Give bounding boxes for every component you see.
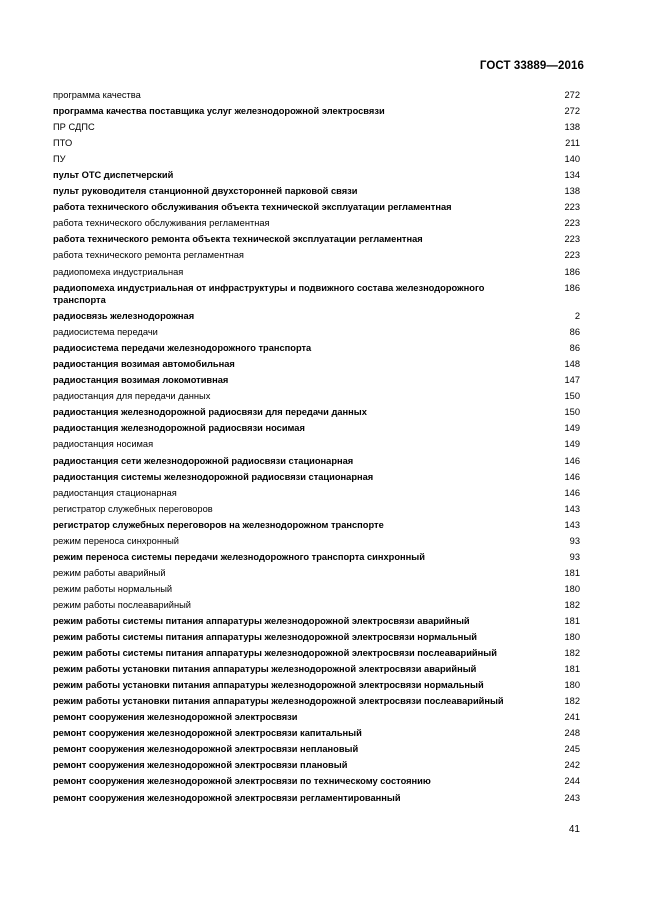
index-page-ref: 223	[564, 202, 580, 213]
index-page-ref: 244	[564, 776, 580, 787]
index-page-ref: 138	[564, 186, 580, 197]
index-entry	[53, 89, 580, 102]
index-page-ref: 93	[569, 535, 580, 546]
index-page-ref: 211	[565, 138, 580, 149]
index-term: режим переноса системы передачи железнодорожного транспорта синхронный	[53, 551, 425, 562]
index-term: работа технического обслуживания регламентная	[53, 218, 270, 229]
index-term: регистратор служебных переговоров	[53, 503, 213, 514]
index-term: радиосвязь железнодорожная	[53, 311, 195, 322]
index-page-ref: 146	[564, 471, 580, 482]
index-page-ref: 149	[564, 423, 580, 434]
index-entry	[53, 342, 580, 355]
index-page-ref: 182	[564, 599, 580, 610]
index-term: радиостанция сети железнодорожной радиосвязи стационарная	[53, 455, 354, 466]
index-page-ref: 223	[564, 234, 580, 245]
index-entry	[53, 567, 580, 580]
index-page-ref: 146	[564, 455, 580, 466]
index-term: режим переноса синхронный	[53, 535, 179, 546]
index-term: программа качества поставщика услуг железнодорожной электросвязи	[53, 106, 385, 117]
index-page-ref: 140	[564, 154, 580, 165]
index-page-ref: 243	[564, 792, 580, 803]
index-page-ref: 150	[564, 407, 580, 418]
index-entry	[53, 326, 580, 339]
index-entry	[53, 201, 580, 214]
index-term: режим работы системы питания аппаратуры железнодорожной электросвязи аварийный	[53, 616, 470, 626]
index-term: пульт ОТС диспетчерский	[53, 170, 174, 181]
index-entry	[53, 503, 580, 516]
index-term: радиостанция железнодорожной радиосвязи для передачи данных	[53, 407, 367, 418]
index-page-ref: 180	[564, 583, 580, 594]
index-term: ремонт сооружения железнодорожной электросвязи неплановый	[53, 744, 359, 755]
index-entry	[53, 647, 580, 660]
index-page-ref: 186	[564, 282, 580, 293]
index-page-ref: 180	[564, 680, 580, 691]
index-term: программа качества	[53, 90, 141, 100]
index-entry	[53, 121, 580, 134]
index-term: режим работы системы питания аппаратуры железнодорожной электросвязи послеаварийный	[53, 648, 497, 659]
index-page-ref: 272	[564, 90, 580, 100]
index-entry	[53, 775, 580, 788]
index-entry	[53, 390, 580, 403]
index-term: режим работы послеаварийный	[53, 599, 191, 610]
index-page-ref: 148	[564, 359, 580, 370]
index-term: ремонт сооружения железнодорожной электросвязи регламентированный	[53, 792, 401, 803]
index-entry	[53, 185, 580, 198]
alphabetical-index	[53, 89, 580, 808]
index-term: режим работы установки питания аппаратуры железнодорожной электросвязи нормальный	[53, 680, 484, 691]
index-entry	[53, 615, 580, 628]
index-page-ref: 150	[564, 391, 580, 402]
index-term: ПТО	[53, 138, 73, 149]
document-header: ГОСТ 33889—2016	[479, 60, 584, 72]
index-term: радиостанция носимая	[53, 439, 154, 450]
index-page-ref: 182	[564, 648, 580, 659]
index-page-ref: 242	[564, 760, 580, 771]
index-page-ref: 248	[564, 728, 580, 739]
index-term: режим работы системы питания аппаратуры железнодорожной электросвязи нормальный	[53, 632, 477, 643]
index-entry	[53, 153, 580, 166]
index-term: радиостанция возимая локомотивная	[53, 375, 229, 386]
index-entry	[53, 266, 580, 279]
index-entry	[53, 631, 580, 644]
index-term: работа технического ремонта регламентная	[53, 250, 244, 261]
index-entry	[53, 358, 580, 371]
index-entry	[53, 471, 580, 484]
index-term: ремонт сооружения железнодорожной электросвязи	[53, 712, 298, 723]
index-entry	[53, 743, 580, 756]
index-term: режим работы установки питания аппаратуры железнодорожной электросвязи аварийный	[53, 664, 477, 675]
index-page-ref: 149	[564, 439, 580, 450]
index-term: радиопомеха индустриальная	[53, 266, 184, 277]
index-entry	[53, 663, 580, 676]
index-entry	[53, 438, 580, 451]
index-entry	[53, 217, 580, 230]
index-entry	[53, 583, 580, 596]
index-entry	[53, 551, 580, 564]
page-number: 41	[568, 824, 580, 835]
index-entry	[53, 310, 580, 323]
index-entry	[53, 487, 580, 500]
index-term: ПР СДПС	[53, 122, 95, 133]
index-term: ремонт сооружения железнодорожной электросвязи по техническому состоянию	[53, 776, 431, 787]
index-term: ремонт сооружения железнодорожной электросвязи плановый	[53, 760, 348, 771]
index-entry	[53, 455, 580, 468]
index-term: пульт руководителя станционной двухсторонней парковой связи	[53, 186, 358, 197]
index-term: режим работы аварийный	[53, 567, 166, 578]
index-entry	[53, 233, 580, 246]
index-page-ref: 223	[564, 218, 580, 229]
index-entry	[53, 679, 580, 692]
index-entry	[53, 406, 580, 419]
index-page-ref: 181	[564, 567, 580, 578]
index-entry	[53, 422, 580, 435]
index-entry	[53, 169, 580, 182]
index-page-ref: 223	[564, 250, 580, 261]
index-page-ref: 134	[564, 170, 580, 181]
index-page-ref: 181	[564, 616, 580, 626]
index-term: режим работы установки питания аппаратуры железнодорожной электросвязи послеаварийный	[53, 696, 504, 707]
index-term: режим работы нормальный	[53, 583, 173, 594]
index-entry	[53, 535, 580, 548]
index-term: радиосистема передачи железнодорожного транспорта	[53, 343, 312, 354]
index-entry	[53, 759, 580, 772]
index-page-ref: 143	[564, 519, 580, 530]
index-term: радиосистема передачи	[53, 327, 158, 338]
index-term: радиостанция стационарная	[53, 487, 177, 498]
index-entry	[53, 374, 580, 387]
index-page-ref: 93	[569, 551, 580, 562]
index-page-ref: 2	[574, 311, 580, 322]
index-page-ref: 245	[564, 744, 580, 755]
index-page-ref: 272	[564, 106, 580, 117]
index-page-ref: 181	[564, 664, 580, 675]
index-entry	[53, 711, 580, 724]
index-term: ремонт сооружения железнодорожной электросвязи капитальный	[53, 728, 362, 739]
index-term: радиостанция для передачи данных	[53, 391, 211, 402]
index-page-ref: 241	[564, 712, 580, 723]
index-term: регистратор служебных переговоров на железнодорожном транспорте	[53, 519, 384, 530]
index-page-ref: 186	[564, 266, 580, 277]
index-term: работа технического ремонта объекта технической эксплуатации регламентная	[53, 234, 423, 245]
index-page-ref: 182	[564, 696, 580, 707]
index-entry	[53, 727, 580, 740]
index-page-ref: 146	[564, 487, 580, 498]
index-page-ref: 138	[564, 122, 580, 133]
index-entry	[53, 282, 580, 307]
index-term: радиопомеха индустриальная от инфраструктуры и подвижного состава железнодорожного транспорта	[53, 282, 485, 306]
index-entry	[53, 105, 580, 118]
index-page-ref: 86	[569, 327, 580, 338]
index-page-ref: 147	[564, 375, 580, 386]
index-page-ref: 143	[564, 503, 580, 514]
index-term: радиостанция железнодорожной радиосвязи носимая	[53, 423, 305, 434]
index-term: радиостанция системы железнодорожной радиосвязи стационарная	[53, 471, 374, 482]
index-page-ref: 180	[564, 632, 580, 643]
index-term: ПУ	[53, 154, 66, 165]
index-entry	[53, 137, 580, 150]
index-entry	[53, 792, 580, 805]
index-term: радиостанция возимая автомобильная	[53, 359, 235, 370]
index-entry	[53, 599, 580, 612]
index-entry	[53, 249, 580, 262]
index-entry	[53, 695, 580, 708]
index-term: работа технического обслуживания объекта технической эксплуатации регламентная	[53, 202, 452, 213]
index-entry	[53, 519, 580, 532]
index-page-ref: 86	[569, 343, 580, 354]
